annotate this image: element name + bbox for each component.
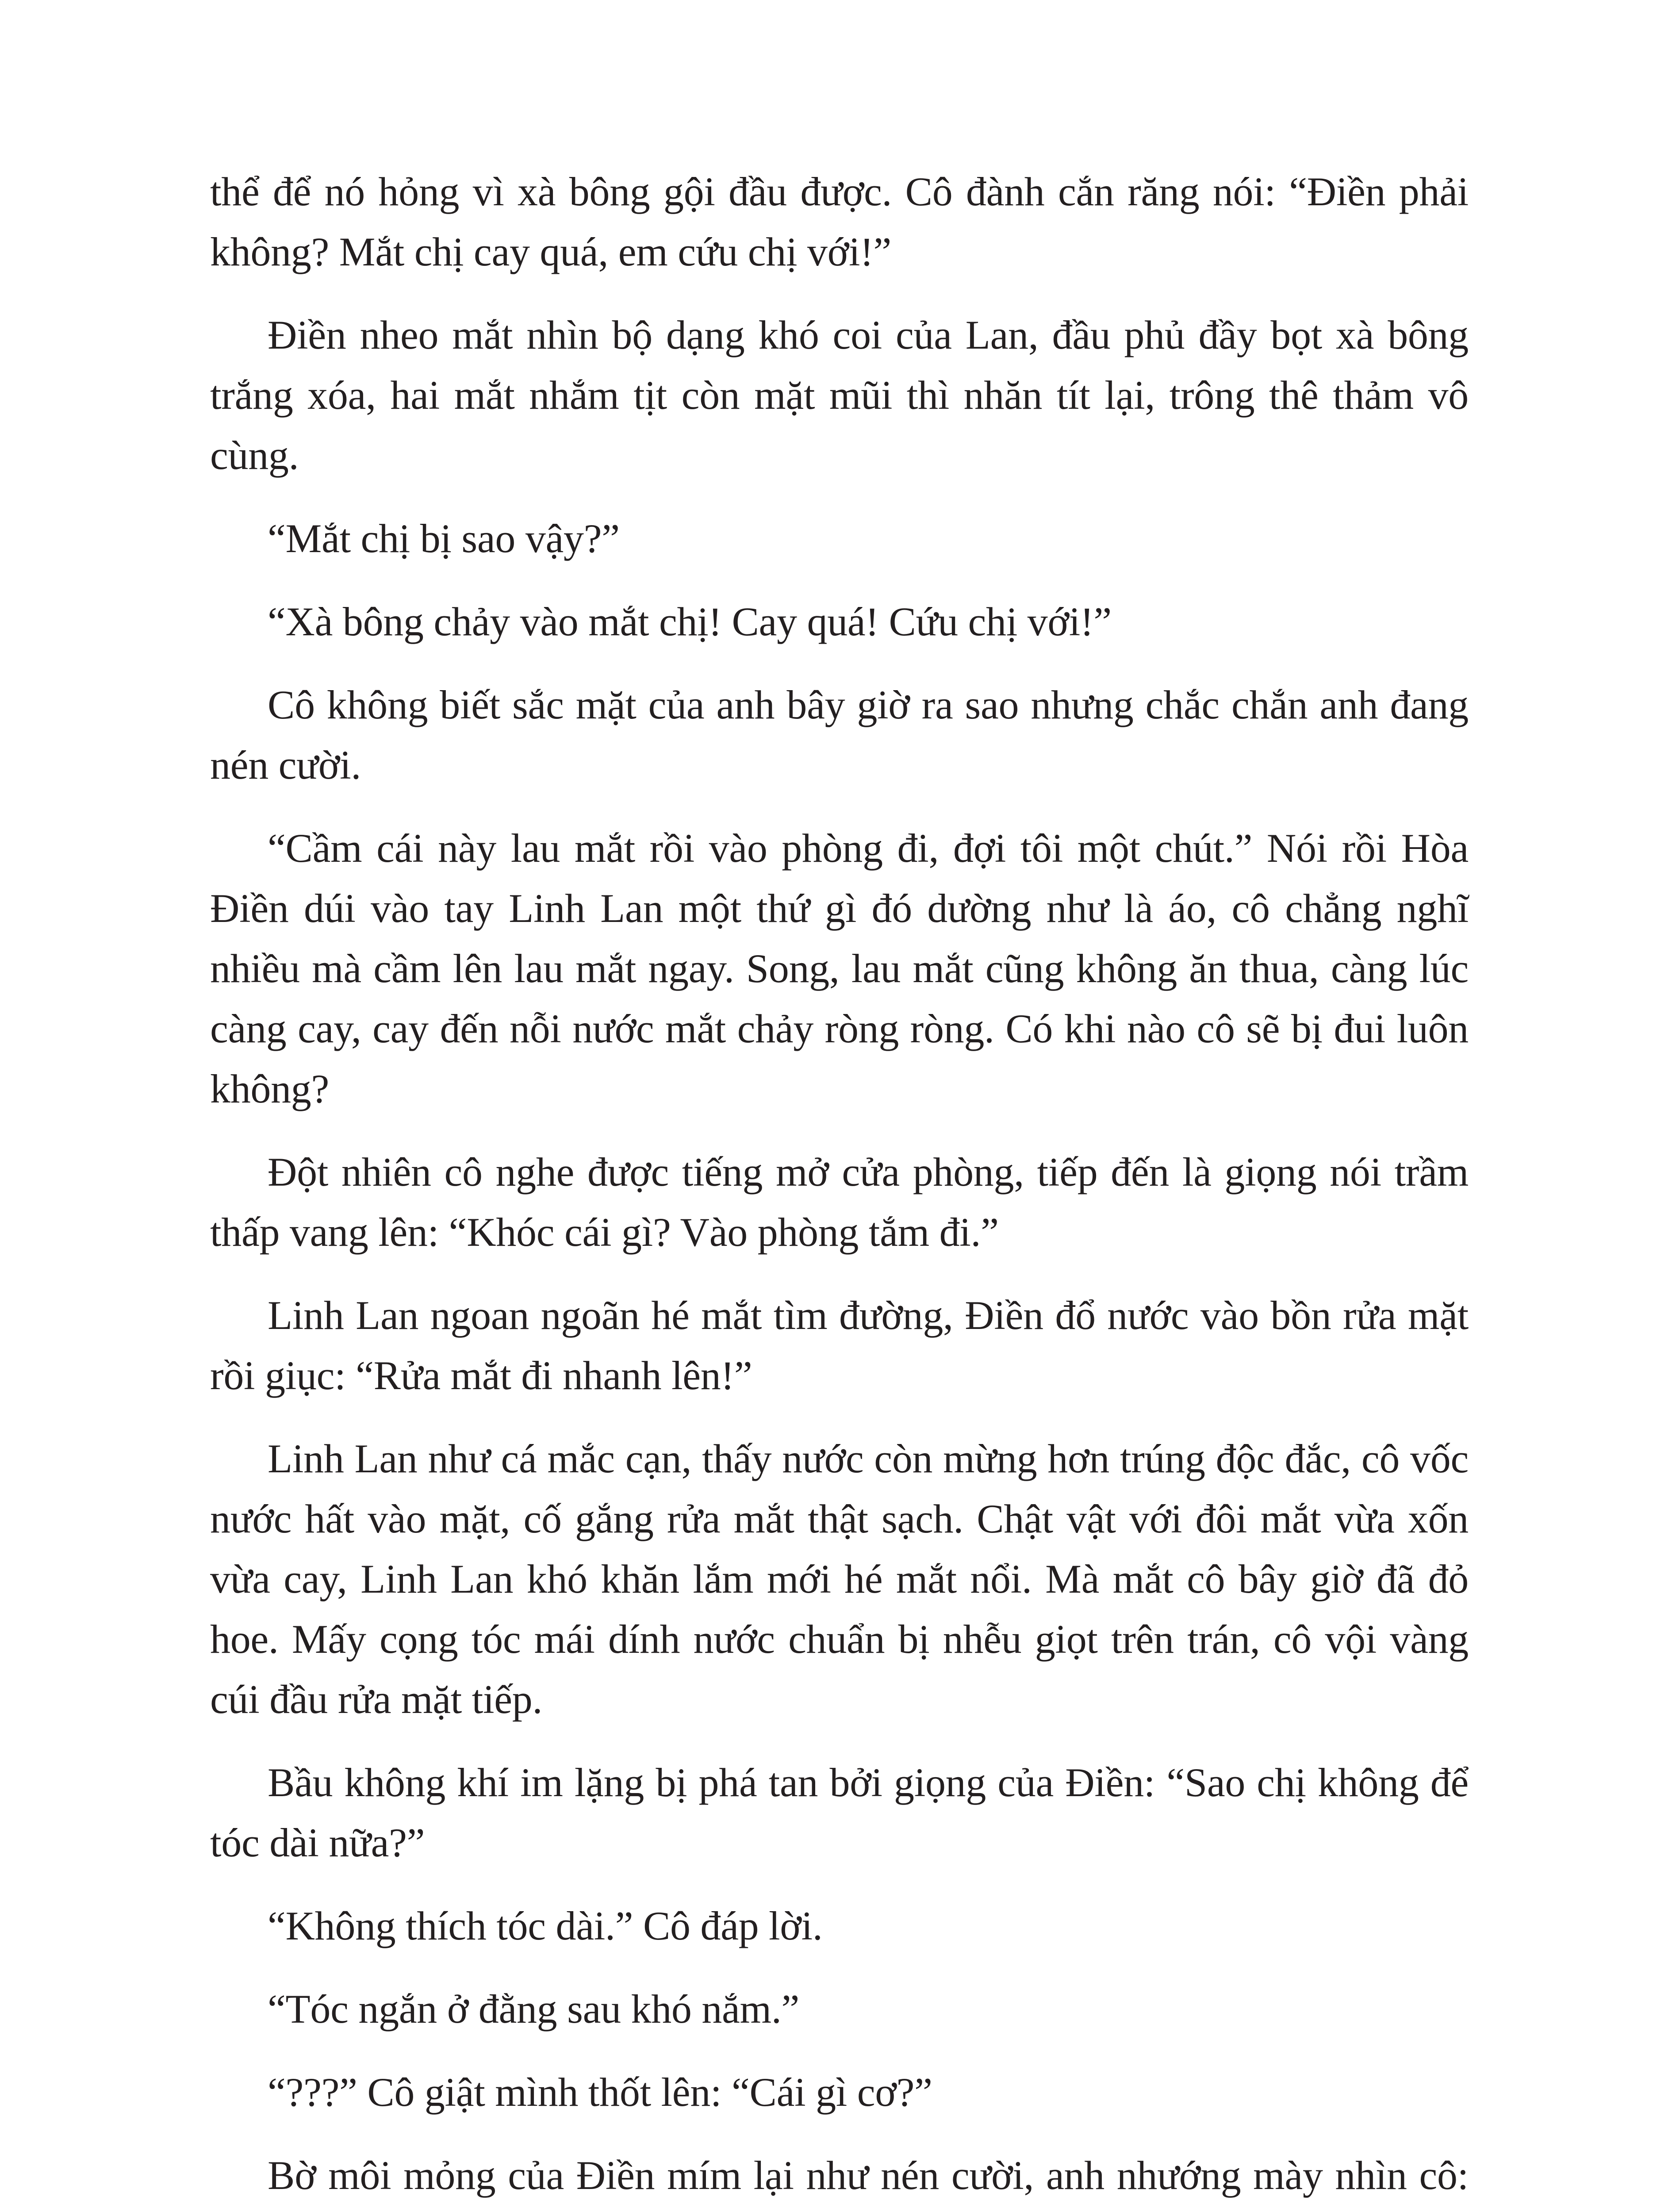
paragraph-12: “Tóc ngắn ở đằng sau khó nắm.” [268,1986,800,2032]
paragraph-2: Điền nheo mắt nhìn bộ dạng khó coi của Lan, đầu phủ đầy bọt xà bông trắng xóa, hai mắt nhắm tịt còn mặt mũi thì nhăn tít lại, trông thê thảm vô cùng. [210,312,1469,478]
paragraph-11: “Không thích tóc dài.” Cô đáp lời. [268,1903,823,1948]
page-body [210,161,1469,2212]
paragraph-13: “???” Cô giật mình thốt lên: “Cái gì cơ?” [268,2070,932,2115]
paragraph-10: Bầu không khí im lặng bị phá tan bởi giọng của Điền: “Sao chị không để tóc dài nữa?” [210,1760,1469,1865]
paragraph-5: Cô không biết sắc mặt của anh bây giờ ra sao nhưng chắc chắn anh đang nén cười. [210,682,1469,787]
paragraph-6: “Cầm cái này lau mắt rồi vào phòng đi, đợi tôi một chút.” Nói rồi Hòa Điền dúi vào tay Linh Lan một thứ gì đó dường như là áo, cô chẳng nghĩ nhiều mà cầm lên lau mắt ngay. Song, lau mắt cũng không ăn thua, càng lúc càng cay, cay đến nỗi nước mắt chảy ròng ròng. Có khi nào cô sẽ bị đui luôn không? [210,826,1469,1111]
paragraph-7: Đột nhiên cô nghe được tiếng mở cửa phòng, tiếp đến là giọng nói trầm thấp vang lên: “Khóc cái gì? Vào phòng tắm đi.” [210,1149,1469,1255]
paragraph-8: Linh Lan ngoan ngoãn hé mắt tìm đường, Điền đổ nước vào bồn rửa mặt rồi giục: “Rửa mắt đi nhanh lên!” [210,1293,1469,1398]
paragraph-9: Linh Lan như cá mắc cạn, thấy nước còn mừng hơn trúng độc đắc, cô vốc nước hất vào mặt, cố gắng rửa mắt thật sạch. Chật vật với đôi mắt vừa xốn vừa cay, Linh Lan khó khăn lắm mới hé mắt nổi. Mà mắt cô bây giờ đã đỏ hoe. Mấy cọng tóc mái dính nước chuẩn bị nhễu giọt trên trán, cô vội vàng cúi đầu rửa mặt tiếp. [210,1436,1469,1722]
paragraph-1: thể để nó hỏng vì xà bông gội đầu được. Cô đành cắn răng nói: “Điền phải không? Mắt chị cay quá, em cứu chị với!” [210,169,1469,274]
paragraph-4: “Xà bông chảy vào mắt chị! Cay quá! Cứu chị với!” [268,599,1112,644]
paragraph-14: Bờ môi mỏng của Điền mím lại như nén cười, anh nhướng mày nhìn cô: [268,2153,1469,2198]
paragraph-3: “Mắt chị bị sao vậy?” [268,516,620,561]
